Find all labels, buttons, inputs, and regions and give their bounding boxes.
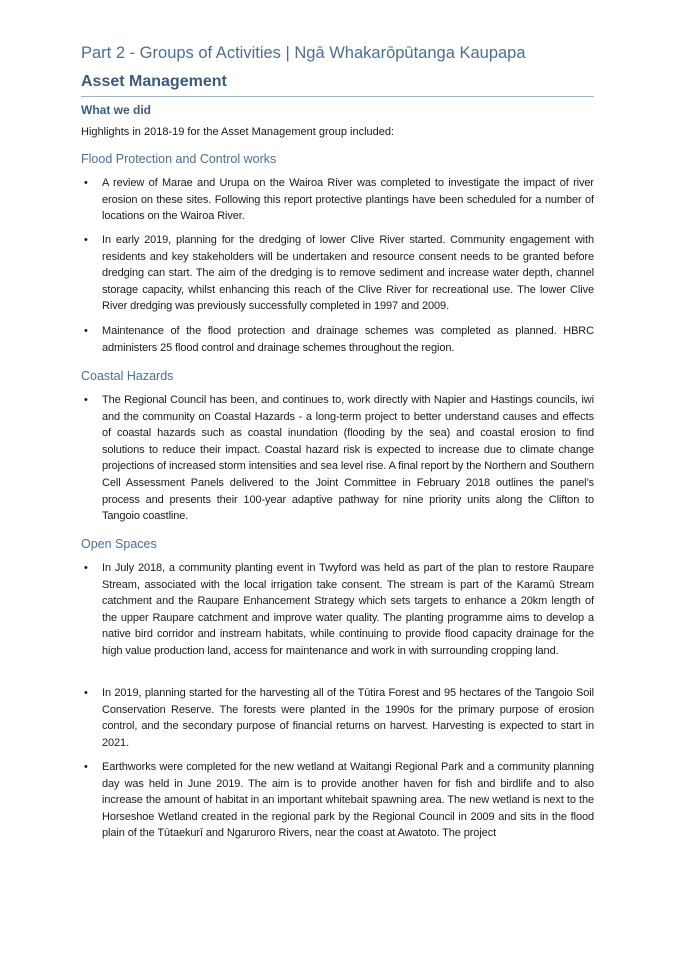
list-item <box>81 759 594 842</box>
what-we-did-heading: What we did <box>81 103 151 117</box>
part-title: Part 2 - Groups of Activities | Ngā Whakarōpūtanga Kaupapa <box>81 44 526 62</box>
flood-heading: Flood Protection and Control works <box>81 152 277 166</box>
bullet-icon: • <box>84 687 88 699</box>
section-title: Asset Management <box>81 73 227 90</box>
list-item <box>81 175 594 225</box>
bullet-icon: • <box>84 562 88 574</box>
flood-bullet-1: A review of Marae and Urupa on the Wairoa River was completed to investigate the impact of river erosion on these sites. Following this report protective plantings have been scheduled for a number of locations on the Wairoa River. <box>102 177 594 223</box>
open-spaces-bullet-1: In July 2018, a community planting event in Twyford was held as part of the plan to restore Raupare Stream, associated with the local irrigation take consent. The stream is part of the Karamū Stream catchment and the Raupare Enhancement Strategy which sets targets to enhance a 20km length of the upper Raupare catchment and improve water quality. The planting programme aims to develop a native bird corridor and instream habitats, while continuing to provide flood capacity drainage for the high value production land, access for maintenance and work in with surrounding cropping land. <box>102 562 594 657</box>
flood-bullet-2: In early 2019, planning for the dredging of lower Clive River started. Community engagement with residents and key stakeholders will be undertaken and resource consent needs to be granted before dredging can start. The aim of the dredging is to remove sediment and increase water depth, channel storage capacity, whilst enhancing this reach of the Clive River for recreational use. The lower Clive River dredging was previously successfully completed in 1997 and 2009. <box>102 234 594 313</box>
title-rule <box>81 96 594 97</box>
bullet-icon: • <box>84 177 88 189</box>
list-item <box>81 392 594 525</box>
bullet-icon: • <box>84 761 88 773</box>
bullet-icon: • <box>84 394 88 406</box>
open-spaces-heading: Open Spaces <box>81 537 157 551</box>
list-item <box>81 685 594 751</box>
list-item <box>81 323 594 356</box>
open-spaces-bullet-3: Earthworks were completed for the new wetland at Waitangi Regional Park and a community planning day was held in June 2019. The aim is to provide another haven for fish and birdlife and to also increase the amount of habitat in an important whitebait spawning area. The new wetland is next to the Horseshoe Wetland created in the regional park by the Regional Council in 2009 and sits in the flood plain of the Tūtaekurī and Ngaruroro Rivers, near the coast at Awatoto. The project <box>102 761 594 840</box>
list-item <box>81 560 594 660</box>
bullet-icon: • <box>84 234 88 246</box>
coastal-bullet-1: The Regional Council has been, and continues to, work directly with Napier and Hastings councils, iwi and the community on Coastal Hazards - a long-term project to better understand causes and effects of coastal hazards such as coastal inundation (flooding by the sea) and coastal erosion to find solutions to reduce their impact. Coastal hazard risk is expected to increase due to climate change projections of increased storm intensities and sea level rise. A final report by the Northern and Southern Cell Assessment Panels delivered to the Joint Committee in February 2018 outlines the panel’s process and presents their 100-year adaptive pathway for nine priority units along the Clifton to Tangoio coastline. <box>102 394 595 523</box>
intro-text: Highlights in 2018-19 for the Asset Management group included: <box>81 126 395 138</box>
open-spaces-bullet-2: In 2019, planning started for the harvesting all of the Tūtira Forest and 95 hectares of the Tangoio Soil Conservation Reserve. The forests were planted in the 1990s for the primary purpose of erosion control, and the secondary purpose of financial returns on harvest. Harvesting is expected to start in 2021. <box>102 687 594 749</box>
bullet-icon: • <box>84 325 88 337</box>
coastal-heading: Coastal Hazards <box>81 369 174 383</box>
list-item <box>81 232 594 315</box>
flood-bullet-3: Maintenance of the flood protection and drainage schemes was completed as planned. HBRC administers 25 flood control and drainage schemes throughout the region. <box>102 325 594 354</box>
